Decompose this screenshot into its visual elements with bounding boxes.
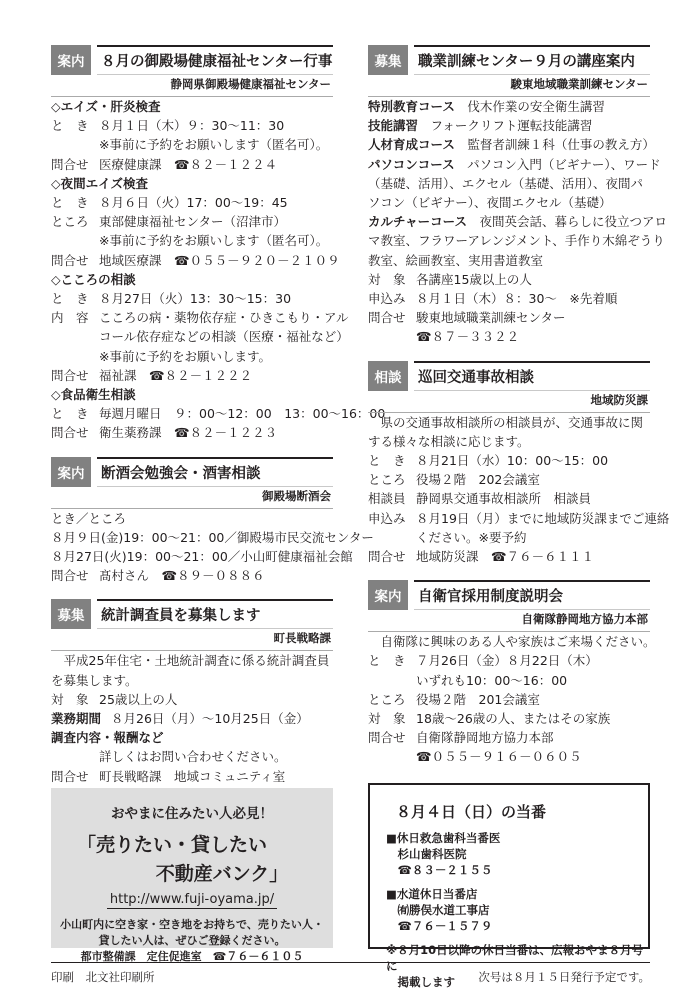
field-label: 問合せ — [51, 156, 89, 172]
sobriety-organizer: 御殿場断酒会 — [262, 488, 331, 503]
field-value: 毎週月曜日 ９：00～12：00 13：00～16：00 — [99, 406, 386, 422]
duty-item: ☎８３－２１５５ — [386, 863, 493, 877]
statistics-tag: 募集 — [51, 599, 91, 629]
vocational-tag: 募集 — [368, 45, 408, 75]
field-value: 各講座15歳以上の人 — [416, 271, 532, 287]
info-line-continued: コール依存症などの相談（医療・福祉など） — [99, 329, 349, 345]
info-line — [51, 289, 333, 308]
sobriety-section — [51, 457, 374, 586]
field-label: と き — [51, 118, 89, 134]
traffic-header — [368, 361, 650, 391]
field-value: 静岡県交通事故相談所 相談員 — [416, 491, 592, 507]
field-label: 申込み — [368, 510, 406, 526]
info-line — [51, 690, 333, 709]
field-label: 内 容 — [51, 310, 89, 326]
health-center-header — [51, 45, 333, 75]
subheading: ◇夜間エイズ検査 — [51, 175, 148, 191]
info-line — [51, 423, 333, 442]
field-value: 役場２階 202会議室 — [416, 472, 540, 488]
field-label: ところ — [51, 214, 89, 230]
duty-item: ㈲勝俣水道工事店 — [386, 903, 490, 917]
sdf-header — [368, 580, 650, 610]
subheading: ◇エイズ・肝炎検査 — [51, 99, 161, 114]
duty-spacer — [370, 934, 648, 942]
text-line: （基礎、活用）、エクセル（基礎、活用）、夜間パ — [368, 175, 644, 191]
field-label: と き — [51, 406, 89, 422]
info-line — [368, 509, 670, 528]
field-value: 18歳～26歳の人、またはその家族 — [416, 711, 611, 727]
duty-item: ☎７６－１５７９ — [386, 919, 493, 933]
sdf-section — [368, 580, 656, 766]
field-value: ８月19日（月）までに地域防災課までご連絡 — [416, 510, 670, 526]
text-line: マ教室、フラワーアレンジメント、手作り木綿ぞうり — [368, 233, 665, 249]
vocational-organizer: 駿東地域職業訓練センター — [510, 77, 648, 91]
left-column — [51, 45, 386, 819]
field-label: と き — [51, 291, 89, 307]
info-line — [368, 289, 650, 308]
field-value: 役場２階 201会議室 — [416, 691, 540, 707]
sobriety-tag: 案内 — [51, 457, 91, 487]
field-label: と き — [368, 453, 406, 469]
info-line — [51, 709, 333, 728]
sobriety-title: 断酒会勉強会・酒害相談 — [97, 457, 333, 487]
info-line — [368, 547, 650, 566]
text-line: 県の交通事故相談所の相談員が、交通事故に関する様々な相談に応じます。 — [368, 414, 644, 449]
right-column — [368, 45, 670, 781]
duty-item: 掲載します — [386, 975, 455, 989]
field-label: 問合せ — [51, 367, 89, 383]
text-line: ソコン（ビギナー）、夜間エクセル（基礎） — [368, 195, 612, 211]
info-line — [368, 97, 650, 116]
text-line: とき／ところ — [51, 510, 127, 526]
field-label: 申込み — [368, 291, 406, 307]
info-line — [368, 270, 650, 289]
duty-spacer — [370, 878, 648, 886]
field-label: 対 象 — [368, 271, 406, 287]
field-value: 医療健康課 ☎８２－１２２４ — [99, 156, 278, 172]
sdf-tag: 案内 — [368, 580, 408, 610]
health-center-organizer: 静岡県御殿場健康福祉センター — [170, 77, 331, 91]
course-value: フォークリフト運転技能講習 — [430, 118, 593, 134]
field-label: と き — [368, 653, 406, 669]
statistics-section — [51, 599, 333, 805]
field-value: ７月26日（金）８月22日（木） — [416, 653, 598, 669]
info-line — [368, 155, 661, 174]
info-line — [368, 728, 650, 747]
promo-url-underline — [107, 908, 277, 909]
info-line-continued: ※事前に予約をお願いします（匿名可）。 — [99, 137, 329, 153]
duty-item: ※８月10日以降の休日当番は、広報おやま８月号に — [386, 943, 644, 973]
info-line — [368, 690, 650, 709]
sobriety-header — [51, 457, 333, 487]
promo-title-line2: 不動産バンク」 — [155, 863, 289, 885]
traffic-section — [368, 361, 670, 567]
duty-items — [370, 830, 648, 990]
info-line — [51, 116, 333, 135]
promo-title-line1: 「売りたい・貸したい — [76, 834, 267, 856]
promo-heading: おやまに住みたい人必見！ — [111, 806, 273, 822]
sdf-title: 自衛官採用制度説明会 — [414, 580, 650, 610]
field-label: と き — [51, 195, 89, 211]
course-value: パソコン入門（ビギナー）、ワード — [467, 156, 661, 172]
field-value: ８月１日（木）９：30～11：30 — [99, 118, 285, 134]
field-label: 業務期間 — [51, 711, 102, 727]
field-label: ところ — [368, 472, 406, 488]
statistics-organizer: 町長戦略課 — [273, 631, 331, 646]
info-line — [51, 767, 333, 786]
info-line — [368, 308, 650, 327]
info-line — [368, 489, 650, 508]
health-center-title: ８月の御殿場健康福祉センター行事 — [97, 45, 333, 75]
course-value: 伐木作業の安全衛生講習 — [467, 99, 605, 114]
subheading: ◇食品衛生相談 — [51, 387, 136, 403]
info-line-continued: ☎０５５－９１６－０６０５ — [416, 749, 582, 765]
field-label: ところ — [368, 691, 406, 707]
info-line — [51, 404, 386, 423]
field-label: 対 象 — [368, 711, 406, 727]
traffic-organizer: 地域防災課 — [590, 392, 648, 407]
vocational-header — [368, 45, 650, 75]
text-line: 教室、絵画教室、実用書道教室 — [368, 252, 544, 268]
info-line — [368, 651, 650, 670]
field-value: ８月１日（木）８：30～ ※先着順 — [416, 291, 618, 307]
field-label: 問合せ — [51, 252, 89, 268]
duty-heading: ８月４日（日）の当番 — [396, 803, 547, 821]
info-line — [368, 135, 655, 154]
vocational-title: 職業訓練センター９月の講座案内 — [414, 45, 650, 75]
promo-body-line1: 小山町内に空き家・空き地をお持ちで、売りたい人・ — [60, 918, 324, 931]
info-line-continued: ※事前に予約をお願いします（匿名可）。 — [99, 233, 329, 249]
field-value: 25歳以上の人 — [99, 691, 178, 707]
course-label: カルチャーコース — [368, 214, 468, 230]
statistics-title: 統計調査員を募集します — [97, 599, 333, 629]
field-value: 衛生薬務課 ☎８２－１２２３ — [99, 425, 278, 441]
field-value: ８月６日（火）17：00～19：45 — [99, 195, 288, 211]
promo-contact: 都市整備課 定住促進室 ☎７６－６１０５ — [80, 950, 304, 963]
course-label: 人材育成コース — [368, 137, 455, 153]
info-line — [51, 251, 340, 270]
traffic-title: 巡回交通事故相談 — [414, 361, 650, 391]
field-label: 問合せ — [51, 568, 89, 584]
info-line-continued: ☎８７－３３２２ — [416, 329, 520, 345]
field-value: 駿東地域職業訓練センター — [416, 310, 566, 326]
field-value: ８月27日（火）13：30～15：30 — [99, 291, 292, 307]
info-line-continued: ※事前に予約をお願いします。 — [99, 348, 271, 364]
field-value: 福祉課 ☎８２－１２２２ — [99, 367, 253, 383]
duty-item: ■休日救急歯科当番医 — [386, 831, 501, 845]
subheading: ◇こころの相談 — [51, 271, 136, 287]
info-line — [368, 212, 668, 231]
info-line — [368, 470, 650, 489]
text-line: ８月27日(火)19：00～21：00／小山町健康福祉会館 — [51, 549, 353, 565]
info-line — [368, 116, 650, 135]
field-value: 地域医療課 ☎０５５－９２０－２１０９ — [99, 252, 340, 268]
info-line — [51, 193, 333, 212]
field-label: 問合せ — [368, 310, 406, 326]
field-value: ８月26日（月）～10月25日（金） — [111, 711, 309, 727]
text-line: 調査内容・報酬など — [51, 730, 164, 746]
footer-printer: 印刷 北文社印刷所 — [51, 970, 155, 984]
field-value: こころの病・薬物依存症・ひきこもり・アル — [99, 310, 349, 326]
info-line — [51, 566, 333, 585]
traffic-tag: 相談 — [368, 361, 408, 391]
info-line — [368, 451, 650, 470]
real-estate-bank-box — [51, 788, 333, 963]
field-value: 自衛隊静岡地方協力本部 — [416, 730, 554, 746]
field-value: 地域防災課 ☎７６－６１１１ — [416, 549, 595, 565]
health-center-tag: 案内 — [51, 45, 91, 75]
course-label: パソコンコース — [368, 156, 455, 172]
info-line — [51, 155, 333, 174]
field-value: 町長戦略課 地域コミュニティ室 — [99, 768, 286, 784]
info-line — [51, 308, 349, 327]
info-line-continued: いずれも10：00～16：00 — [416, 672, 568, 688]
health-center-section — [51, 45, 386, 443]
promo-url-link[interactable]: http://www.fuji-oyama.jp/ — [109, 892, 275, 907]
course-value: 夜間英会話、暮らしに役立つアロ — [479, 214, 668, 230]
course-value: 監督者訓練１科（仕事の教え方） — [467, 137, 655, 153]
info-line — [368, 709, 650, 728]
text-line: 平成25年住宅・土地統計調査に係る統計調査員を募集します。 — [51, 653, 330, 688]
duty-item: ■水道休日当番店 — [386, 887, 478, 901]
field-label: 相談員 — [368, 491, 406, 507]
field-value: 髙村さん ☎８９－０８８６ — [99, 568, 265, 584]
footer-next-issue: 次号は８月１５日発行予定です。 — [478, 970, 650, 984]
field-value: 東部健康福祉センター（沼津市） — [99, 214, 287, 230]
field-label: 問合せ — [368, 730, 406, 746]
sdf-organizer: 自衛隊静岡地方協力本部 — [521, 612, 648, 627]
field-label: 問合せ — [368, 549, 406, 565]
statistics-header — [51, 599, 333, 629]
course-label: 特別教育コース — [368, 99, 455, 114]
text-line: 自衛隊に興味のある人や家族はご来場ください。 — [368, 634, 656, 650]
field-value: ８月21日（水）10：00～15：00 — [416, 453, 609, 469]
duty-item: 杉山歯科医院 — [386, 847, 467, 861]
vocational-section — [368, 45, 668, 347]
field-label: 問合せ — [51, 768, 89, 784]
info-line — [51, 212, 333, 231]
text-line: ８月９日(金)19：00～21：00／御殿場市民交流センター — [51, 529, 374, 545]
field-label: 問合せ — [51, 425, 89, 441]
course-label: 技能講習 — [368, 118, 419, 134]
field-label: 対 象 — [51, 691, 89, 707]
info-line-continued: 詳しくはお問い合わせください。 — [99, 749, 287, 765]
info-line-continued: ください。※要予約 — [416, 529, 527, 545]
promo-body-line2: 貸したい人は、ぜひご登録ください。 — [98, 934, 286, 947]
info-line — [51, 366, 333, 385]
